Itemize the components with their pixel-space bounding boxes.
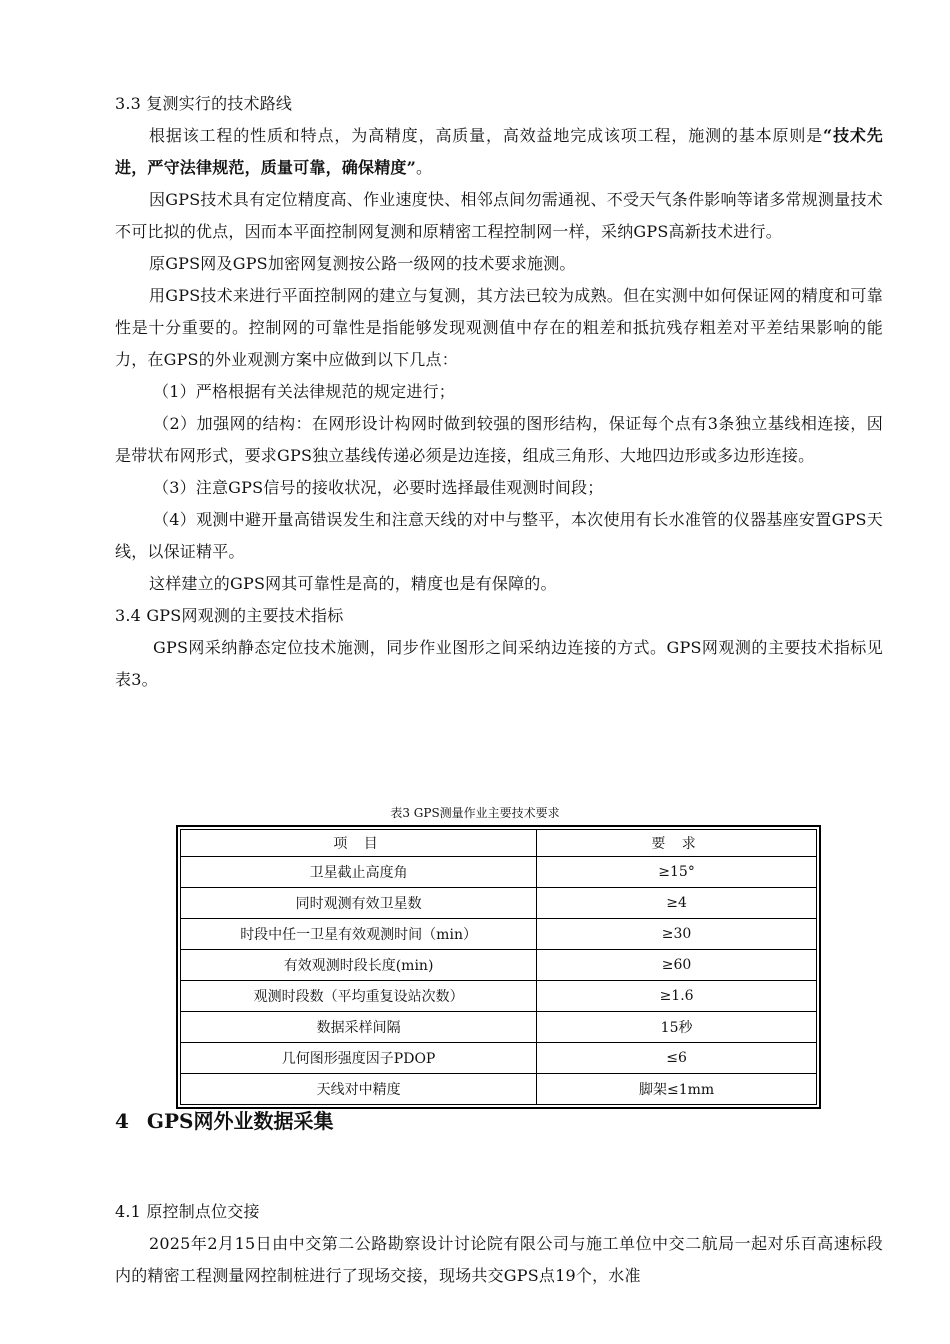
- section-3-3: [115, 88, 883, 696]
- requirements-table: [176, 825, 821, 1109]
- paragraph-static-positioning: GPS网采纳静态定位技术施测，同步作业图形之间采纳边连接的方式。GPS网观测的主要技术指标见表3。: [115, 638, 883, 689]
- table-cell-item: 有效观测时段长度(min): [181, 950, 537, 981]
- principles-end: 。: [416, 158, 433, 177]
- section-3-4-heading: 3.4 GPS网观测的主要技术指标: [115, 606, 344, 625]
- table-row: [181, 857, 817, 888]
- table-row: [181, 1012, 817, 1043]
- table-cell-requirement: ≥4: [537, 888, 817, 919]
- table-cell-requirement: ≥60: [537, 950, 817, 981]
- list-item-4: （4）观测中避开量高错误发生和注意天线的对中与整平，本次使用有长水准管的仪器基座安置GPS天线，以保证精平。: [115, 510, 883, 561]
- paragraph-principles: [115, 120, 883, 184]
- table-header-row: [181, 830, 817, 857]
- table-cell-item: 数据采样间隔: [181, 1012, 537, 1043]
- table-cell-requirement: 脚架≤1mm: [537, 1074, 817, 1105]
- table-cell-requirement: ≥30: [537, 919, 817, 950]
- table-cell-item: 几何图形强度因子PDOP: [181, 1043, 537, 1074]
- section-4-title: [115, 1106, 333, 1136]
- table-cell-item: 同时观测有效卫星数: [181, 888, 537, 919]
- principles-quote: “技术先进，严守法律规范，质量可靠，确保精度”: [115, 126, 883, 177]
- paragraph-gps-method: 用GPS技术来进行平面控制网的建立与复测，其方法已较为成熟。但在实测中如何保证网的精度和可靠性是十分重要的。控制网的可靠性是指能够发现观测值中存在的粗差和抵抗残存粗差对平差结果影响的能力，在GPS的外业观测方案中应做到以下几点：: [115, 286, 883, 369]
- paragraph-gps-advantages: 因GPS技术具有定位精度高、作业速度快、相邻点间勿需通视、不受天气条件影响等诸多常规测量技术不可比拟的优点，因而本平面控制网复测和原精密工程控制网一样，采纳GPS高新技术进行。: [115, 190, 883, 241]
- column-header-requirement: 要 求: [537, 830, 817, 857]
- column-header-item: 项 目: [181, 830, 537, 857]
- table-cell-item: 天线对中精度: [181, 1074, 537, 1105]
- table-cell-requirement: ≤6: [537, 1043, 817, 1074]
- table-cell-item: 时段中任一卫星有效观测时间（min）: [181, 919, 537, 950]
- list-item-2: （2）加强网的结构：在网形设计构网时做到较强的图形结构，保证每个点有3条独立基线相连接，因是带状布网形式，要求GPS独立基线传递必须是边连接，组成三角形、大地四边形或多边形连接。: [115, 414, 883, 465]
- paragraph-reliability: 这样建立的GPS网其可靠性是高的，精度也是有保障的。: [149, 574, 557, 593]
- section-4-1: [115, 1196, 883, 1292]
- section-3-3-heading: 3.3 复测实行的技术路线: [115, 94, 293, 113]
- table-row: [181, 950, 817, 981]
- table-cell-requirement: ≥15°: [537, 857, 817, 888]
- table-cell-requirement: 15秒: [537, 1012, 817, 1043]
- table-row: [181, 981, 817, 1012]
- section-4-text: GPS网外业数据采集: [146, 1109, 334, 1133]
- table-cell-item: 卫星截止高度角: [181, 857, 537, 888]
- table-row: [181, 888, 817, 919]
- section-4-1-heading: 4.1 原控制点位交接: [115, 1202, 260, 1221]
- table-caption: 表3 GPS测量作业主要技术要求: [390, 806, 560, 820]
- list-item-3: （3）注意GPS信号的接收状况，必要时选择最佳观测时间段；: [153, 478, 604, 497]
- table-row: [181, 1043, 817, 1074]
- paragraph-gps-standard: 原GPS网及GPS加密网复测按公路一级网的技术要求施测。: [149, 254, 576, 273]
- table-cell-requirement: ≥1.6: [537, 981, 817, 1012]
- list-item-1: （1）严格根据有关法律规范的规定进行；: [153, 382, 455, 401]
- paragraph-handover: 2025年2月15日由中交第二公路勘察设计讨论院有限公司与施工单位中交二航局一起对乐百高速标段内的精密工程测量网控制桩进行了现场交接，现场共交GPS点19个，水准: [115, 1234, 883, 1285]
- table-row: [181, 919, 817, 950]
- section-4-number: 4: [115, 1109, 129, 1133]
- table-cell-item: 观测时段数（平均重复设站次数）: [181, 981, 537, 1012]
- table-row: [181, 1074, 817, 1105]
- principles-text: 根据该工程的性质和特点，为高精度，高质量，高效益地完成该项工程，施测的基本原则是: [149, 126, 824, 145]
